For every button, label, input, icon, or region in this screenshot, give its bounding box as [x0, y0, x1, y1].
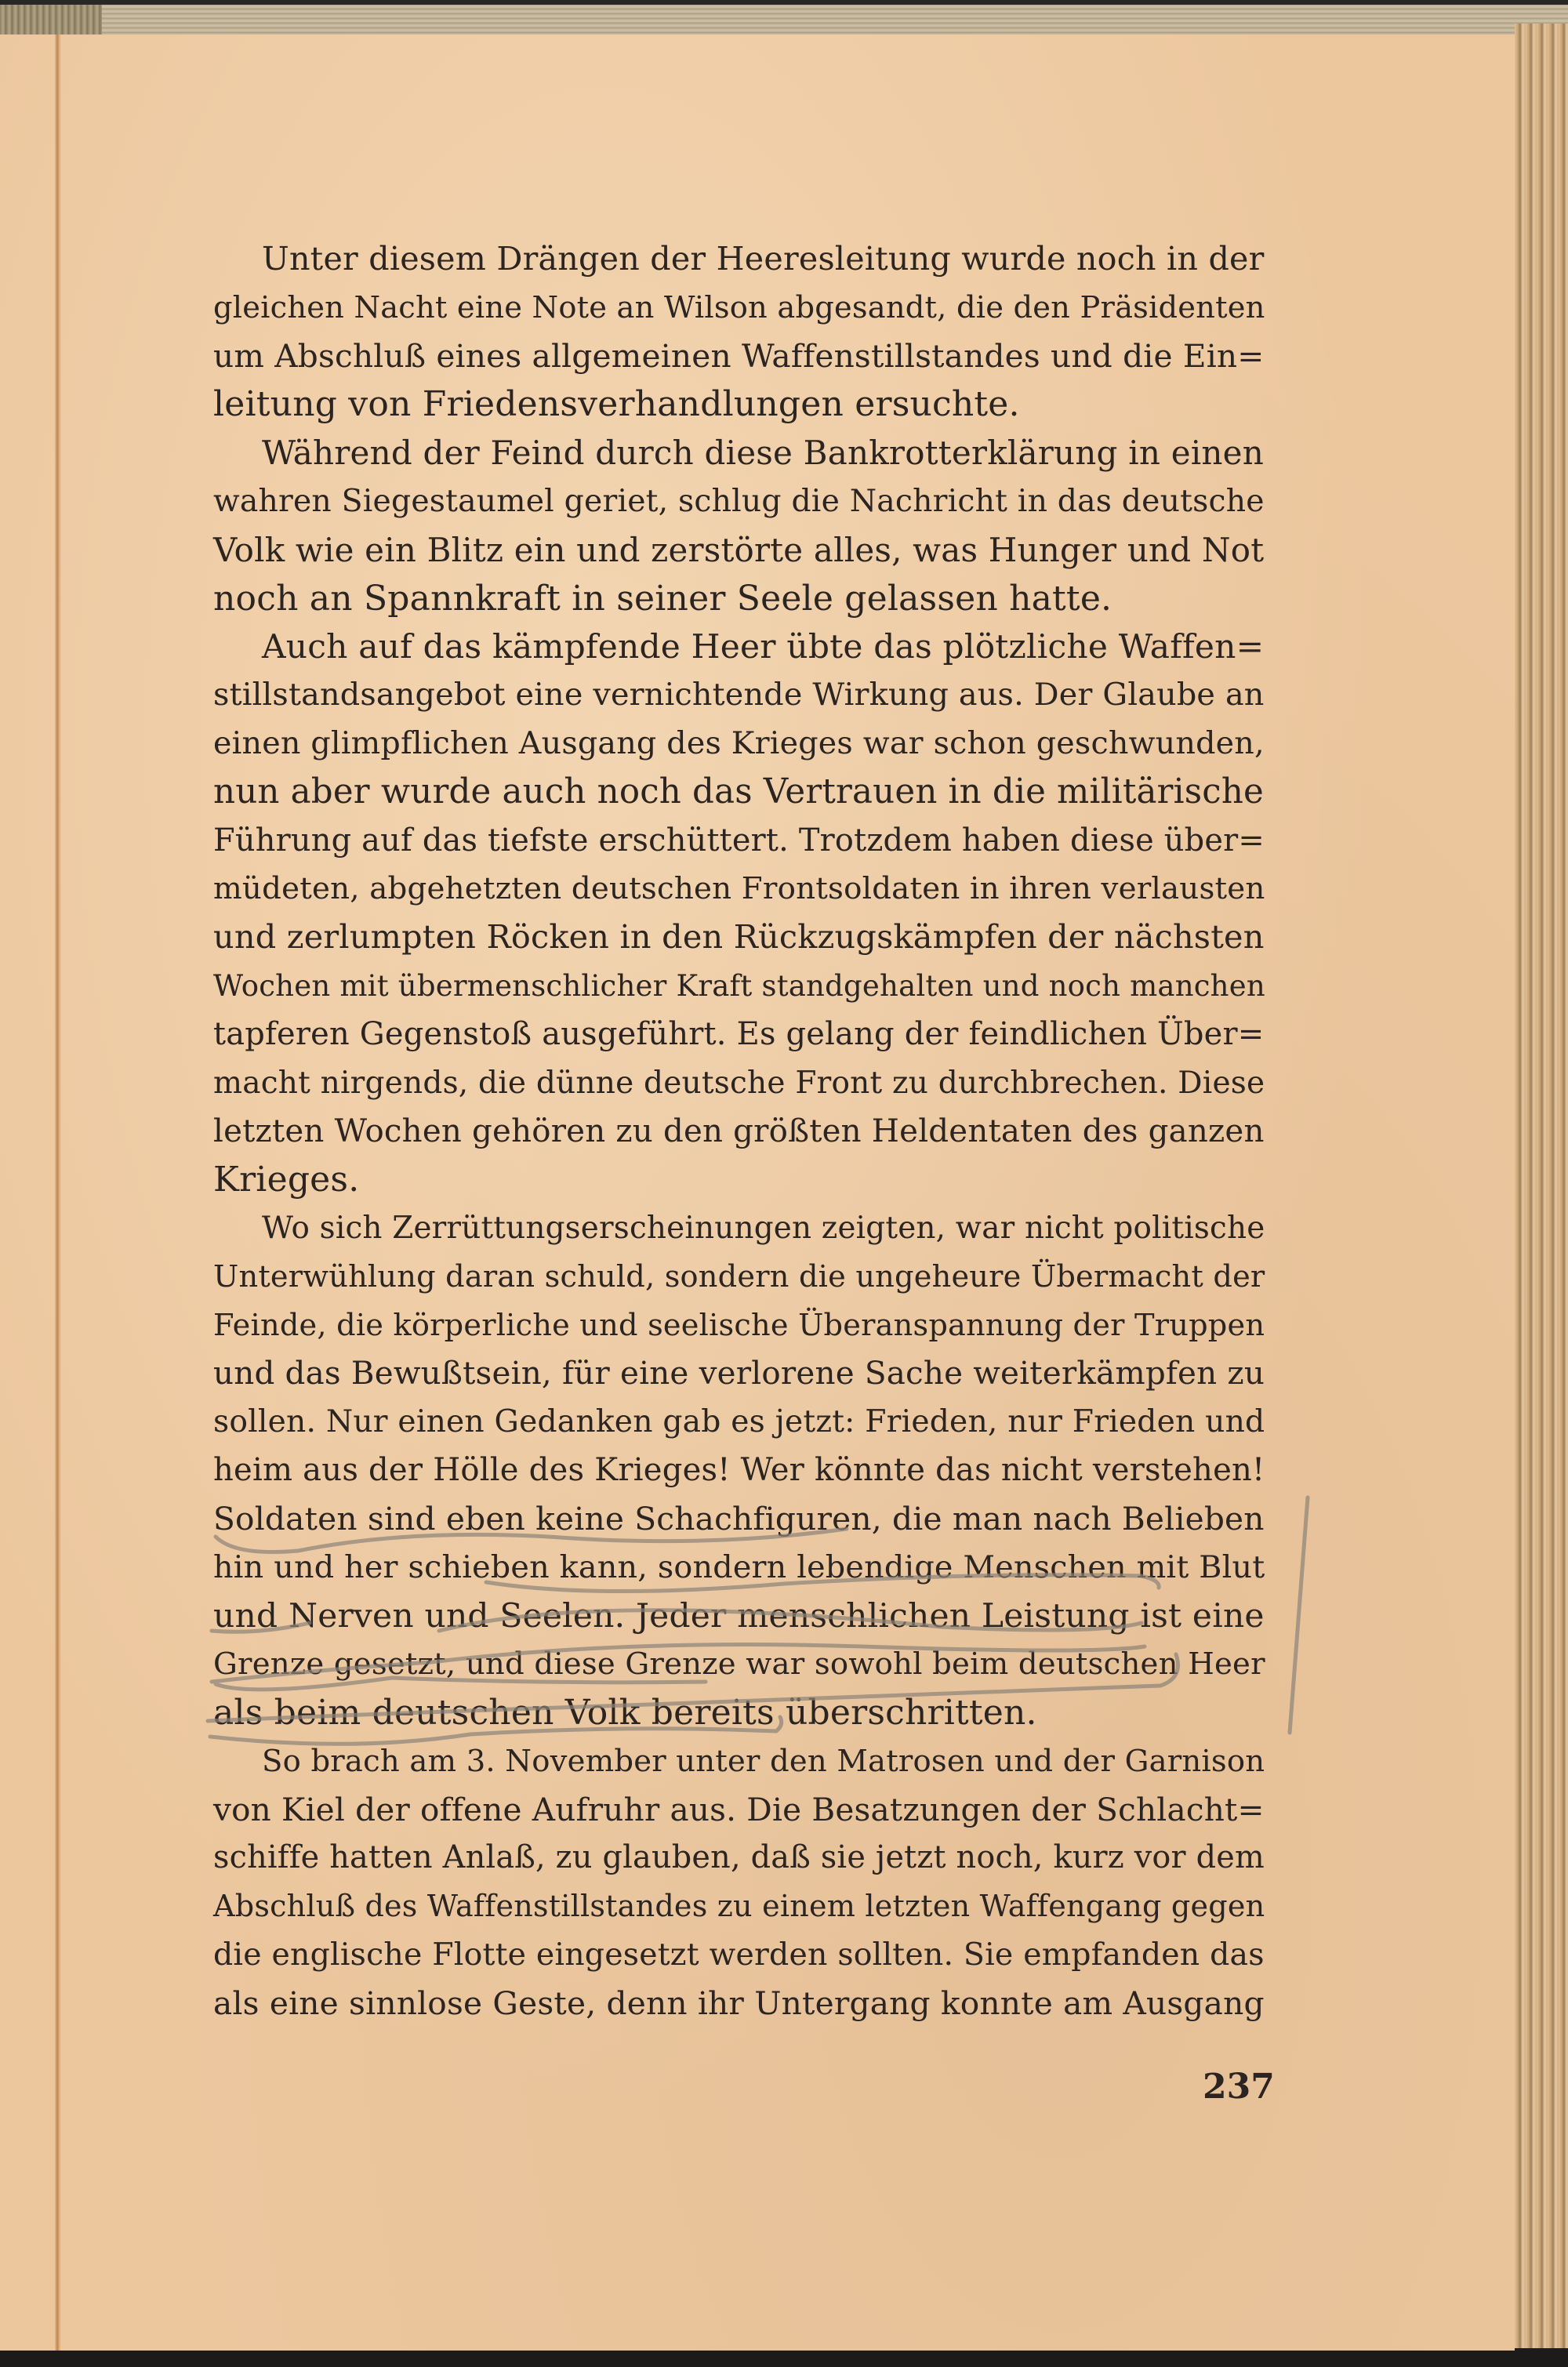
text-line: Führung auf das tiefste erschüttert. Trotzdem haben diese über= [213, 822, 1265, 859]
text-line: hin und her schieben kann, sondern lebendige Menschen mit Blut [213, 1548, 1265, 1585]
text-line: und zerlumpten Röcken in den Rückzugskämpfen der nächsten [213, 918, 1265, 957]
text-line: Unterwühlung daran schuld, sondern die ungeheure Übermacht der [213, 1258, 1265, 1294]
text-line: macht nirgends, die dünne deutsche Front zu durchbrechen. Diese [213, 1065, 1265, 1101]
text-line: stillstandsangebot eine vernichtende Wirkung aus. Der Glaube an [213, 677, 1265, 713]
text-line: Auch auf das kämpfende Heer übte das plötzliche Waffen= [262, 627, 1265, 666]
text-line: Während der Feind durch diese Bankrotterklärung in einen [262, 434, 1264, 473]
text-line: um Abschluß eines allgemeinen Waffenstillstandes und die Ein= [213, 336, 1265, 375]
text-line: leitung von Friedensverhandlungen ersuchte. [213, 384, 1020, 425]
text-line: und Nerven und Seelen. Jeder menschlichen Leistung ist eine [213, 1596, 1265, 1635]
text-line: als beim deutschen Volk bereits überschritten. [213, 1692, 1037, 1733]
text-line: schiffe hatten Anlaß, zu glauben, daß sie jetzt noch, kurz vor dem [213, 1839, 1265, 1876]
text-line: noch an Spannkraft in seiner Seele gelassen hatte. [213, 578, 1112, 619]
text-line: Wochen mit übermenschlicher Kraft standgehalten und noch manchen [213, 968, 1265, 1003]
text-line: heim aus der Hölle des Krieges! Wer könnte das nicht verstehen! [213, 1451, 1265, 1488]
text-line: letzten Wochen gehören zu den größten Heldentaten des ganzen [213, 1113, 1265, 1150]
text-line: sollen. Nur einen Gedanken gab es jetzt: Frieden, nur Frieden und [213, 1404, 1265, 1440]
book-binding-bottom [0, 2351, 1568, 2367]
text-line: müdeten, abgehetzten deutschen Frontsoldaten in ihren verlausten [213, 871, 1265, 907]
text-line: die englische Flotte eingesetzt werden sollten. Sie empfanden das [213, 1936, 1265, 1973]
text-line: Grenze gesetzt, und diese Grenze war sowohl beim deutschen Heer [213, 1646, 1265, 1683]
text-line: wahren Siegestaumel geriet, schlug die Nachricht in das deutsche [213, 483, 1265, 519]
text-line: einen glimpflichen Ausgang des Krieges war schon geschwunden, [213, 724, 1265, 761]
page-block-edges [1515, 24, 1568, 2348]
text-line: und das Bewußtsein, für eine verlorene Sache weiterkämpfen zu [213, 1354, 1265, 1392]
body-text [213, 235, 1264, 2028]
gutter-crease [55, 34, 61, 2355]
book-binding-top [0, 0, 1568, 39]
text-line: Volk wie ein Blitz ein und zerstörte alles, was Hunger und Not [213, 530, 1265, 569]
text-line: Unter diesem Drängen der Heeresleitung wurde noch in der [262, 240, 1265, 278]
text-line: So brach am 3. November unter den Matrosen und der Garnison [262, 1743, 1265, 1779]
text-line: als eine sinnlose Geste, denn ihr Untergang konnte am Ausgang [213, 1984, 1265, 2022]
text-line: nun aber wurde auch noch das Vertrauen in die militärische [213, 771, 1264, 811]
page-number: 237 [1203, 2067, 1275, 2107]
text-line: Wo sich Zerrüttungserscheinungen zeigten, war nicht politische [262, 1210, 1265, 1246]
text-line: Soldaten sind eben keine Schachfiguren, die man nach Belieben [213, 1499, 1265, 1537]
text-line: tapferen Gegenstoß ausgeführt. Es gelang der feindlichen Über= [213, 1015, 1265, 1052]
text-line: von Kiel der offene Aufruhr aus. Die Besatzungen der Schlacht= [213, 1790, 1265, 1828]
text-line: Feinde, die körperliche und seelische Überanspannung der Truppen [213, 1307, 1265, 1343]
text-line: Abschluß des Waffenstillstandes zu einem letzten Waffengang gegen [213, 1889, 1265, 1924]
text-line: gleichen Nacht eine Note an Wilson abgesandt, die den Präsidenten [213, 289, 1265, 325]
text-line: Krieges. [213, 1160, 360, 1200]
